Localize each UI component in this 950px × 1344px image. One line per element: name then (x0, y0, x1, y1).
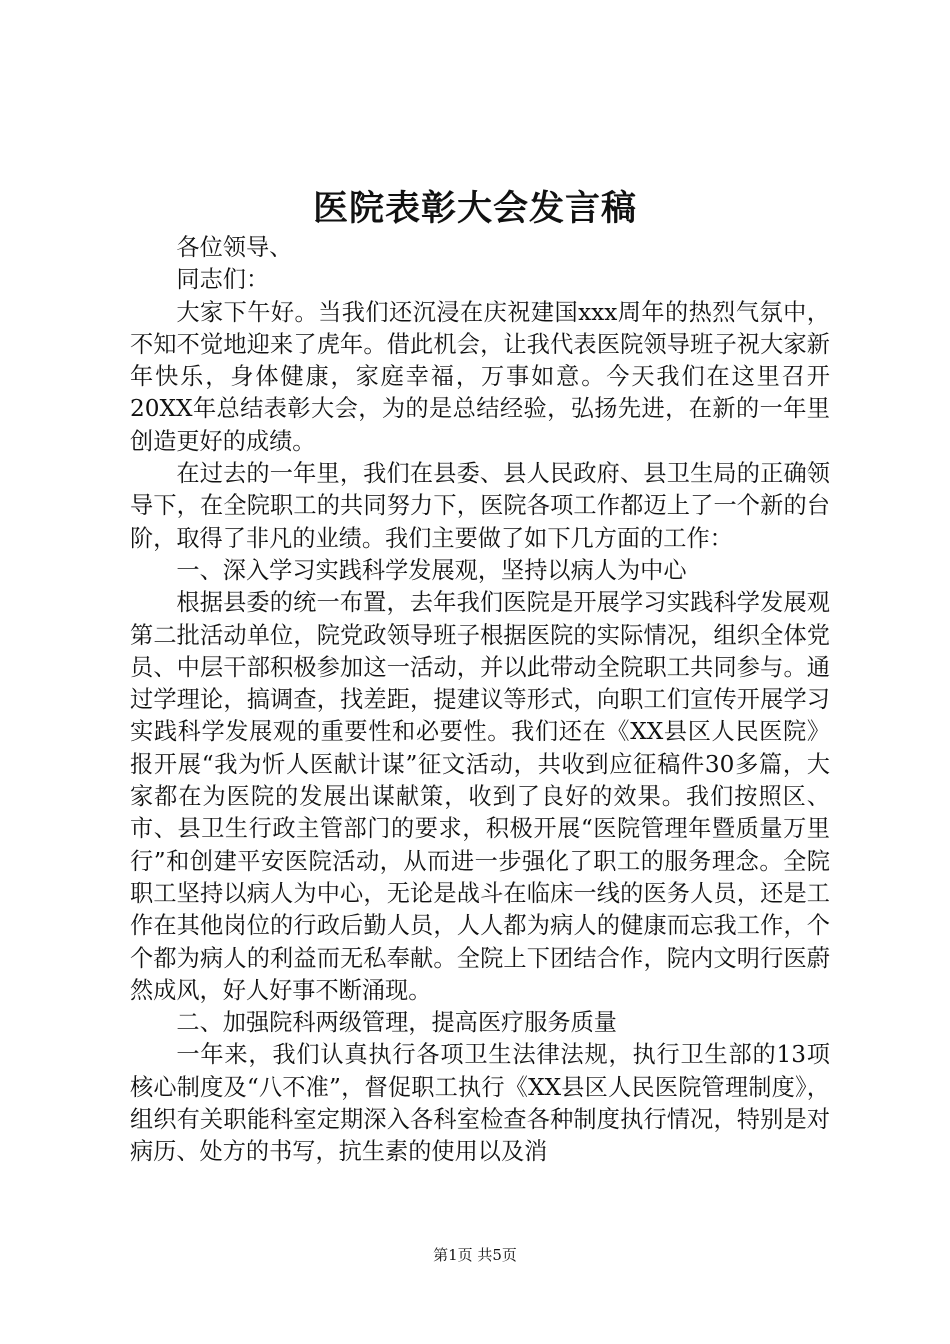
document-body (130, 232, 830, 1169)
document-title: 医院表彰大会发言稿 (312, 188, 637, 229)
salutation-leaders: 各位领导、 (176, 234, 293, 261)
section-heading-1: 一、深入学习实践科学发展观，坚持以病人为中心 (176, 556, 687, 584)
salutation-comrades: 同志们： (176, 266, 270, 294)
paragraph-greeting: 大家下午好。当我们还沉浸在庆祝建国xxx周年的热烈气氛中，不知不觉地迎来了虎年。借此机会，让我代表医院领导班子祝大家新年快乐，身体健康，家庭幸福，万事如意。今天我们在这里召开20XX年总结表彰大会，为的是总结经验，弘扬先进，在新的一年里创造更好的成绩。 (130, 298, 830, 455)
page-number: 第1页 共5页 (433, 1246, 517, 1264)
section-heading-2: 二、加强院科两级管理，提高医疗服务质量 (176, 1009, 617, 1037)
paragraph-review: 在过去的一年里，我们在县委、县人民政府、县卫生局的正确领导下，在全院职工的共同努力下，医院各项工作都迈上了一个新的台阶，取得了非凡的业绩。我们主要做了如下几方面的工作： (130, 460, 830, 552)
paragraph-section-1: 根据县委的统一布置，去年我们医院是开展学习实践科学发展观第二批活动单位，院党政领导班子根据医院的实际情况，组织全体党员、中层干部积极参加这一活动，并以此带动全院职工共同参与。通过学理论，搞调查，找差距，提建议等形式，向职工们宣传开展学习实践科学发展观的重要性和必要性。我们还在《XX县区人民医院》报开展“我为忻人医献计谋”征文活动，共收到应征稿件30多篇，大家都在为医院的发展出谋献策，收到了良好的效果。我们按照区、市、县卫生行政主管部门的要求，积极开展“医院管理年暨质量万里行”和创建平安医院活动，从而进一步强化了职工的服务理念。全院职工坚持以病人为中心，无论是战斗在临床一线的医务人员，还是工作在其他岗位的行政后勤人员，人人都为病人的健康而忘我工作，个个都为病人的利益而无私奉献。全院上下团结合作，院内文明行医蔚然成风，好人好事不断涌现。 (130, 589, 830, 1004)
paragraph-section-2: 一年来，我们认真执行各项卫生法律法规，执行卫生部的13项核心制度及“八不准”，督促职工执行《XX县区人民医院管理制度》，组织有关职能科室定期深入各科室检查各种制度执行情况，特别是对病历、处方的书写，抗生素的使用以及消 (130, 1041, 830, 1166)
